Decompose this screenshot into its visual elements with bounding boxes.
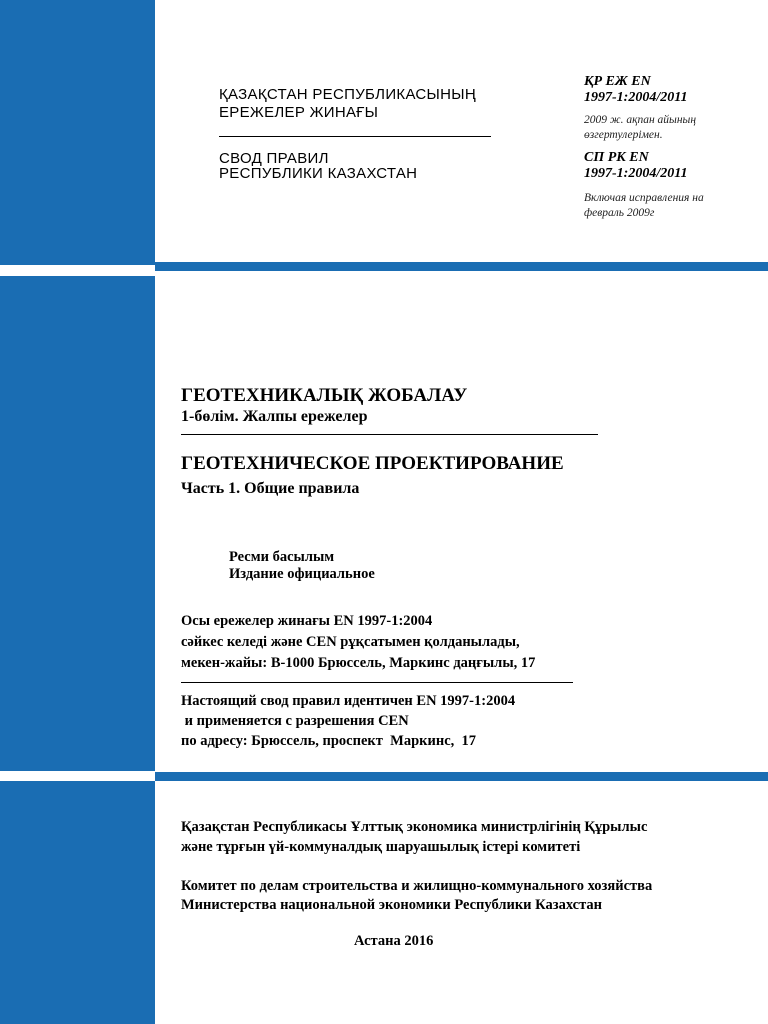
title-divider bbox=[181, 434, 598, 435]
ru-code-line2: 1997-1:2004/2011 bbox=[584, 166, 688, 181]
edition-kz: Ресми басылым bbox=[229, 549, 335, 565]
title-ru: ГЕОТЕХНИЧЕСКОЕ ПРОЕКТИРОВАНИЕ bbox=[181, 453, 564, 474]
header-divider bbox=[219, 136, 491, 137]
edition-ru: Издание официальное bbox=[229, 566, 375, 582]
kz-code-line1: ҚР ЕЖ EN bbox=[584, 74, 651, 89]
kz-code-line2: 1997-1:2004/2011 bbox=[584, 90, 688, 105]
ru-code-note-line1: Включая исправления на bbox=[584, 192, 704, 204]
notice-ru-line3: по адресу: Брюссель, проспект Маркинс, 17 bbox=[181, 733, 477, 749]
horizontal-band-top bbox=[155, 262, 768, 271]
header-ru-line2: РЕСПУБЛИКИ КАЗАХСТАН bbox=[219, 165, 418, 182]
header-kz-line2: ЕРЕЖЕЛЕР ЖИНАҒЫ bbox=[219, 104, 379, 121]
committee-ru-line2: Министерства национальной экономики Республики Казахстан bbox=[181, 897, 602, 913]
committee-ru-line1: Комитет по делам строительства и жилищно-коммунального хозяйства bbox=[181, 878, 653, 894]
committee-kz-line1: Қазақстан Республикасы Ұлттық экономика министрлігінің Құрылыс bbox=[181, 819, 648, 835]
sidebar-block-middle bbox=[0, 276, 155, 771]
notice-kz-line3: мекен-жайы: В-1000 Брюссель, Маркинс даңғылы, 17 bbox=[181, 655, 536, 671]
horizontal-band-bottom bbox=[155, 772, 768, 781]
committee-kz-line2: және тұрғын үй-коммуналдық шаруашылық істері комитеті bbox=[181, 839, 581, 855]
ru-code-note-line2: февраль 2009г bbox=[584, 207, 655, 219]
subtitle-kz: 1-бөлім. Жалпы ережелер bbox=[181, 408, 368, 425]
notice-kz-line1: Осы ережелер жинағы EN 1997-1:2004 bbox=[181, 613, 433, 629]
sidebar-block-bottom bbox=[0, 781, 155, 1024]
notice-ru-line2: и применяется с разрешения CEN bbox=[181, 713, 409, 729]
subtitle-ru: Часть 1. Общие правила bbox=[181, 480, 360, 497]
footer-city-year: Астана 2016 bbox=[354, 933, 434, 949]
sidebar-block-top bbox=[0, 0, 155, 265]
notice-ru-line1: Настоящий свод правил идентичен EN 1997-1:2004 bbox=[181, 693, 516, 709]
notice-divider bbox=[181, 682, 573, 683]
kz-code-note-line2: өзгертулерімен. bbox=[584, 129, 663, 141]
ru-code-line1: СП РК EN bbox=[584, 150, 649, 165]
title-kz: ГЕОТЕХНИКАЛЫҚ ЖОБАЛАУ bbox=[181, 385, 468, 406]
header-kz-line1: ҚАЗАҚСТАН РЕСПУБЛИКАСЫНЫҢ bbox=[219, 86, 476, 103]
notice-kz-line2: сәйкес келеді және CEN рұқсатымен қолданылады, bbox=[181, 634, 520, 650]
kz-code-note-line1: 2009 ж. ақпан айының bbox=[584, 114, 697, 126]
header-ru-line1: СВОД ПРАВИЛ bbox=[219, 150, 329, 167]
